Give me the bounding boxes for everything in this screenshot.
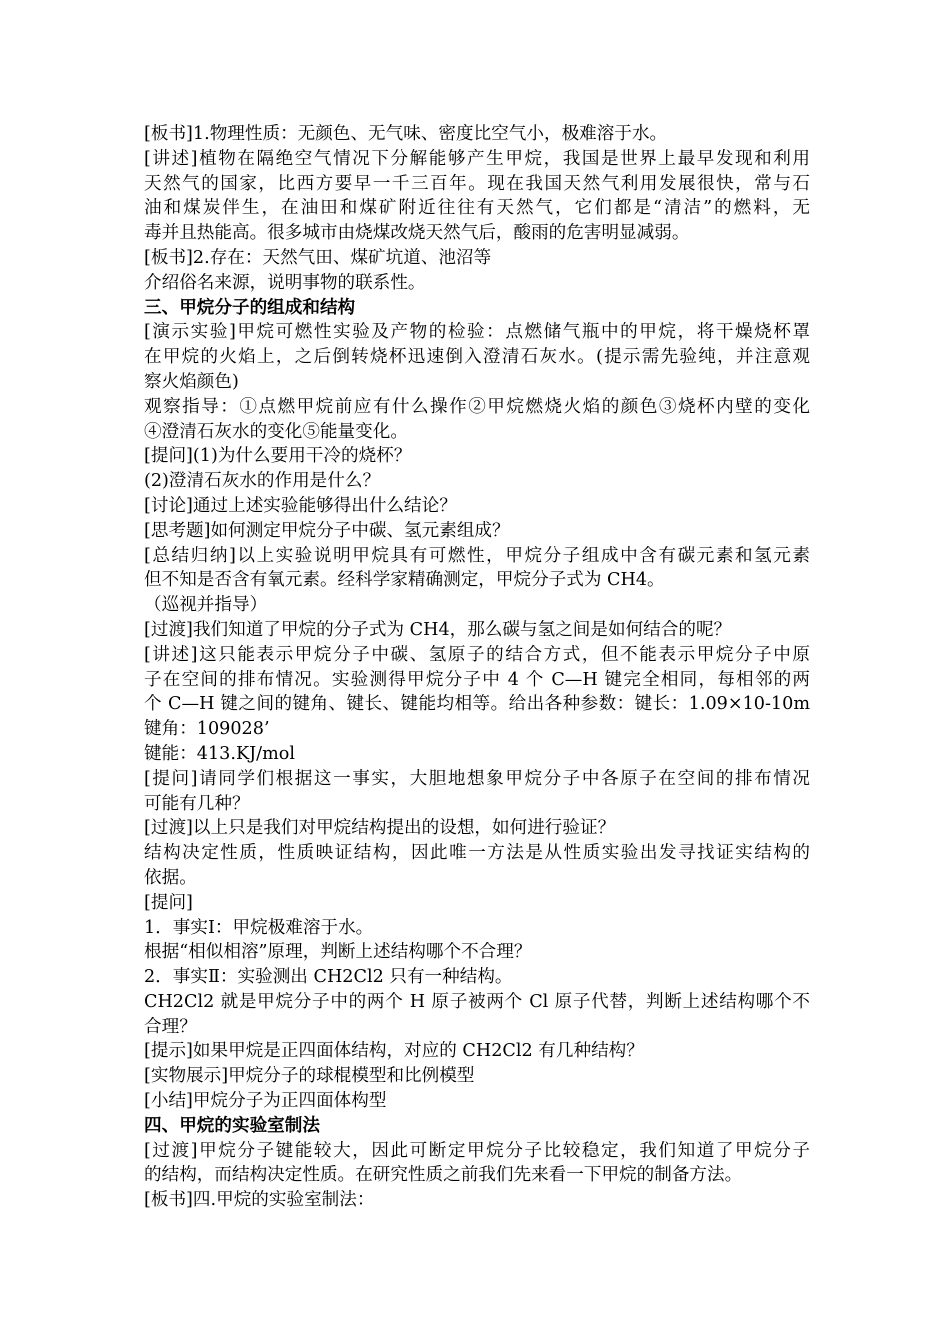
text-line: [讨论]通过上述实验能够得出什么结论？: [144, 495, 457, 516]
text-line: [讲述]植物在隔绝空气情况下分解能够产生甲烷，我国是世界上最早发现和利用: [144, 148, 810, 169]
text-line: [总结归纳]以上实验说明甲烷具有可燃性，甲烷分子组成中含有碳元素和氢元素: [144, 545, 810, 566]
text-line: 但不知是否含有氧元素。经科学家精确测定，甲烷分子式为 CH4。: [144, 570, 665, 591]
text-line: [过渡]甲烷分子键能较大，因此可断定甲烷分子比较稳定，我们知道了甲烷分子: [144, 1140, 810, 1161]
text-line: 毒并且热能高。很多城市由烧煤改烧天然气后，酸雨的危害明显减弱。: [144, 223, 690, 244]
document-body: [144, 122, 810, 1213]
text-line: 2．事实Ⅱ：实验测出 CH2Cl2 只有一种结构。: [144, 967, 513, 988]
text-line: [提问](1)为什么要用干冷的烧杯？: [144, 446, 412, 467]
text-line: ④澄清石灰水的变化⑤能量变化。: [144, 421, 408, 442]
text-line: 察火焰颜色): [144, 371, 239, 392]
text-line: 1．事实Ⅰ：甲烷极难溶于水。: [144, 917, 374, 938]
text-line: 依据。: [144, 867, 197, 888]
text-line: [实物展示]甲烷分子的球棍模型和比例模型: [144, 1066, 475, 1087]
text-line: 天然气的国家，比西方要早一千三百年。现在我国天然气利用发展很快，常与石: [144, 173, 810, 194]
text-line: 的结构，而结构决定性质。在研究性质之前我们先来看一下甲烷的制备方法。: [144, 1165, 743, 1186]
text-line: [提问]: [144, 892, 193, 913]
text-line: 个 C—H 键之间的键角、键长、键能均相等。给出各种参数：键长：1.09×10-10m: [144, 694, 810, 715]
text-line: [过渡]我们知道了甲烷的分子式为 CH4，那么碳与氢之间是如何结合的呢？: [144, 619, 732, 640]
section-heading: 三、甲烷分子的组成和结构: [144, 296, 356, 318]
text-line: （巡视并指导）: [144, 595, 268, 616]
text-line: (2)澄清石灰水的作用是什么？: [144, 471, 381, 492]
section-heading: 四、甲烷的实验室制法: [144, 1114, 320, 1136]
text-line: [提示]如果甲烷是正四面体结构，对应的 CH2Cl2 有几种结构？: [144, 1041, 644, 1062]
text-line: [提问]请同学们根据这一事实，大胆地想象甲烷分子中各原子在空间的排布情况: [144, 768, 810, 789]
text-line: [板书]2.存在：天然气田、煤矿坑道、池沼等: [144, 247, 492, 268]
text-line: 可能有几种？: [144, 793, 250, 814]
text-line: 油和煤炭伴生，在油田和煤矿附近往往有天然气，它们都是“清洁”的燃料，无: [144, 198, 810, 219]
text-line: [过渡]以上只是我们对甲烷结构提出的设想，如何进行验证？: [144, 818, 616, 839]
text-line: 键能：413.KJ/mol: [144, 743, 295, 764]
text-line: 介绍俗名来源，说明事物的联系性。: [144, 272, 426, 293]
text-line: [小结]甲烷分子为正四面体构型: [144, 1091, 387, 1112]
text-line: [演示实验]甲烷可燃性实验及产物的检验：点燃储气瓶中的甲烷，将干燥烧杯罩: [144, 322, 810, 343]
text-line: 子在空间的排布情况。实验测得甲烷分子中 4 个 C—H 键完全相同，每相邻的两: [144, 669, 810, 690]
text-line: 合理？: [144, 1016, 197, 1037]
text-line: 在甲烷的火焰上，之后倒转烧杯迅速倒入澄清石灰水。(提示需先验纯，并注意观: [144, 347, 810, 368]
text-line: [思考题]如何测定甲烷分子中碳、氢元素组成？: [144, 520, 510, 541]
text-line: [讲述]这只能表示甲烷分子中碳、氢原子的结合方式，但不能表示甲烷分子中原: [144, 644, 810, 665]
text-line: 观察指导：①点燃甲烷前应有什么操作②甲烷燃烧火焰的颜色③烧杯内壁的变化: [144, 396, 810, 417]
text-line: [板书]1.物理性质：无颜色、无气味、密度比空气小，极难溶于水。: [144, 124, 668, 144]
text-line: CH2Cl2 就是甲烷分子中的两个 H 原子被两个 Cl 原子代替，判断上述结构哪个不: [144, 991, 810, 1012]
text-line: 键角：109028’: [144, 719, 270, 740]
text-line: [板书]四.甲烷的实验室制法：: [144, 1190, 375, 1211]
text-line: 结构决定性质，性质映证结构，因此唯一方法是从性质实验出发寻找证实结构的: [144, 843, 810, 864]
text-line: 根据“相似相溶”原理，判断上述结构哪个不合理？: [144, 942, 532, 963]
